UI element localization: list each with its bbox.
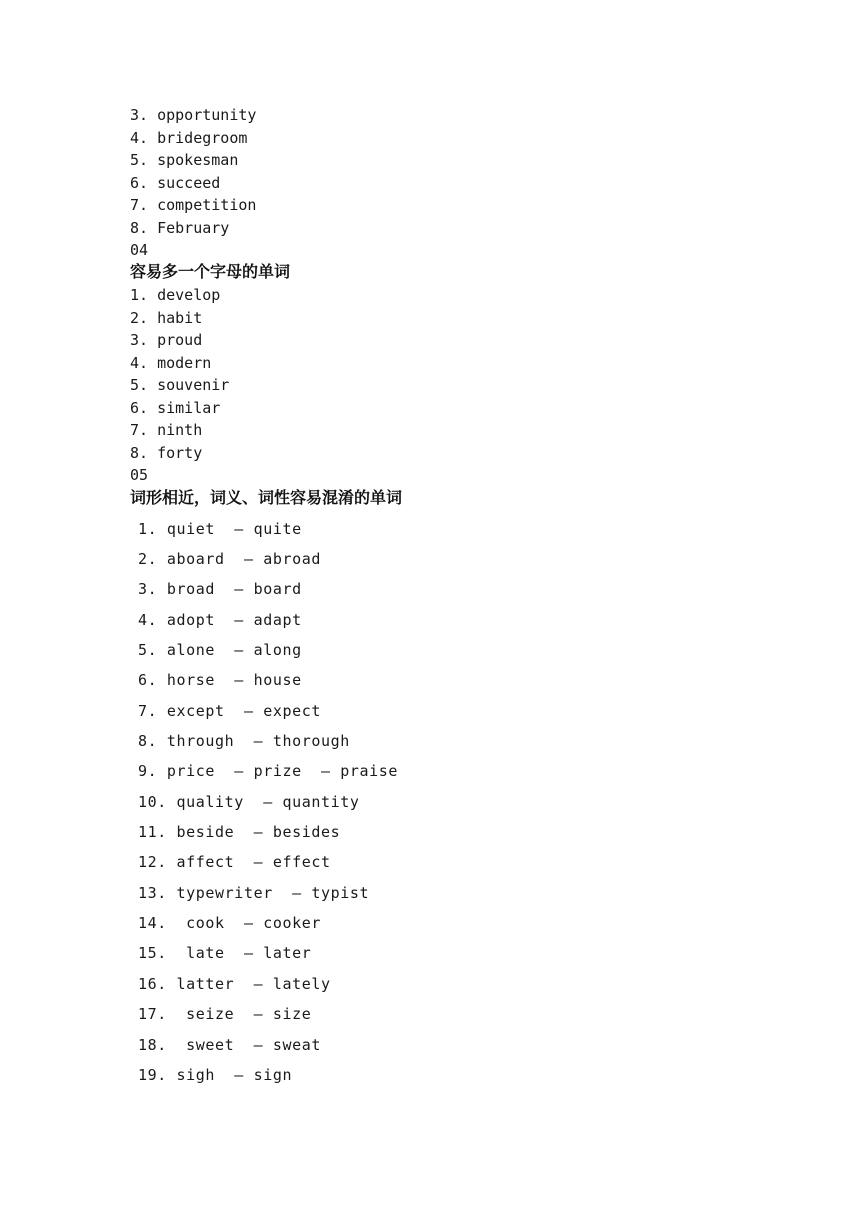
word-pair-item: 13. typewriter — typist xyxy=(138,884,370,902)
list-item: 8. February xyxy=(130,219,230,237)
list-item: 8. forty xyxy=(130,444,203,462)
section-heading: 词形相近，词义、词性容易混淆的单词 xyxy=(130,488,403,507)
word-pair-item: 14. cook — cooker xyxy=(138,914,321,932)
word-pair-item: 4. adopt — adapt xyxy=(138,611,302,629)
word-pair-item: 11. beside — besides xyxy=(138,823,341,841)
word-pair-item: 15. late — later xyxy=(138,944,312,962)
list-item: 6. similar xyxy=(130,399,221,417)
section-number: 05 xyxy=(130,466,149,484)
word-pair-item: 3. broad — board xyxy=(138,580,302,598)
word-pair-item: 10. quality — quantity xyxy=(138,793,360,811)
word-pair-item: 1. quiet — quite xyxy=(138,520,302,538)
list-item: 4. bridegroom xyxy=(130,129,248,147)
word-pair-item: 7. except — expect xyxy=(138,702,321,720)
word-pair-item: 2. aboard — abroad xyxy=(138,550,321,568)
section-number: 04 xyxy=(130,241,149,259)
word-pair-item: 8. through — thorough xyxy=(138,732,350,750)
list-item: 2. habit xyxy=(130,309,203,327)
word-pair-item: 16. latter — lately xyxy=(138,975,331,993)
list-item: 1. develop xyxy=(130,286,221,304)
word-pair-item: 19. sigh — sign xyxy=(138,1066,293,1084)
word-pair-item: 12. affect — effect xyxy=(138,853,331,871)
word-pair-item: 17. seize — size xyxy=(138,1005,312,1023)
list-item: 3. opportunity xyxy=(130,106,257,124)
list-item: 7. ninth xyxy=(130,421,203,439)
list-item: 7. competition xyxy=(130,196,257,214)
word-pair-item: 18. sweet — sweat xyxy=(138,1036,321,1054)
section-heading: 容易多一个字母的单词 xyxy=(130,262,291,281)
word-pair-item: 5. alone — along xyxy=(138,641,302,659)
word-pair-item: 9. price — prize — praise xyxy=(138,762,399,780)
list-item: 5. souvenir xyxy=(130,376,230,394)
list-item: 4. modern xyxy=(130,354,212,372)
list-item: 3. proud xyxy=(130,331,203,349)
list-item: 6. succeed xyxy=(130,174,221,192)
word-pair-item: 6. horse — house xyxy=(138,671,302,689)
list-item: 5. spokesman xyxy=(130,151,239,169)
